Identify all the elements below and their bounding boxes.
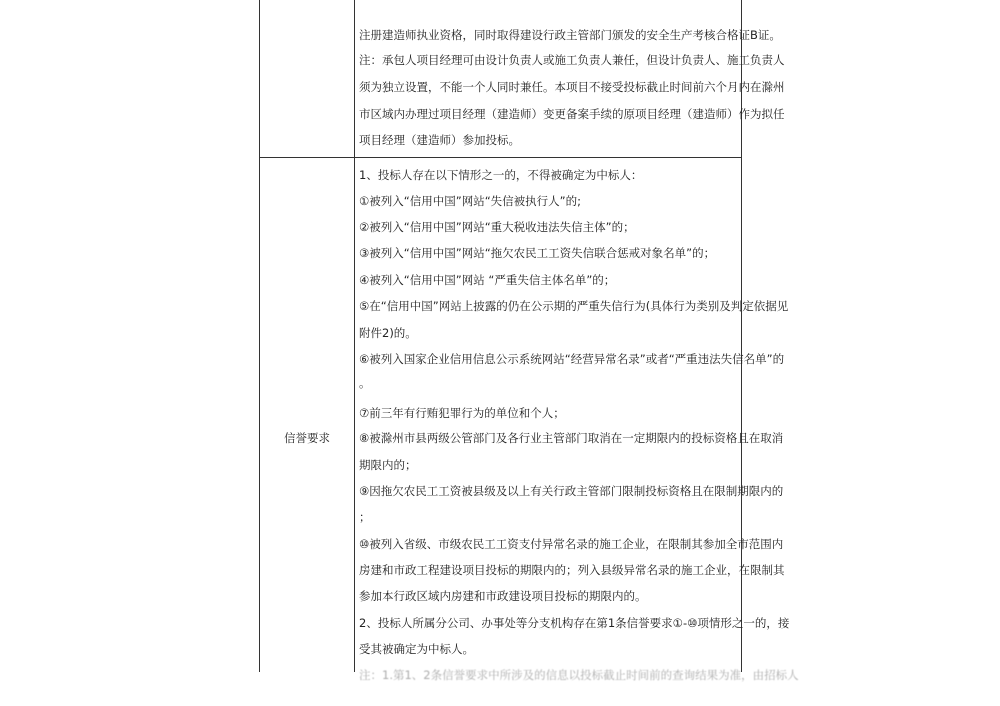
row1-line-5: 项目经理（建造师）参加投标。: [359, 133, 520, 147]
row2-line-8: ⑥被列入国家企业信用信息公示系统网站“经营异常名录”或者“严重违法失信名单”的: [359, 352, 785, 366]
row2-line-16: 房建和市政工程建设项目投标的期限内的；列入县级异常名录的施工企业，在限制其: [359, 563, 785, 577]
row2-line-13: ⑨因拖欠农民工工资被县级及以上有关行政主管部门限制投标资格且在限制期限内的: [359, 484, 784, 498]
row1-line-4: 市区域内办理过项目经理（建造师）变更备案手续的原项目经理（建造师）作为拟任: [359, 107, 785, 121]
row1-line-2: 注：承包人项目经理可由设计负责人或施工负责人兼任，但设计负责人、施工负责人: [359, 53, 785, 67]
row2-line-9: 。: [359, 376, 371, 390]
row2-line-11: ⑧被滁州市县两级公管部门及各行业主管部门取消在一定期限内的投标资格且在取消: [359, 431, 784, 445]
row-divider: [259, 157, 742, 158]
row2-line-5: ④被列入“信用中国”网站 “严重失信主体名单”的；: [359, 273, 616, 287]
row2-line-6: ⑤在“信用中国”网站上披露的仍在公示期的严重失信行为(具体行为类别及判定依据见: [359, 299, 789, 313]
row2-line-7: 附件2)的。: [359, 326, 417, 340]
row2-line-17: 参加本行政区域内房建和市政建设项目投标的期限内的。: [359, 589, 647, 603]
row2-line-3: ②被列入“信用中国”网站“重大税收违法失信主体”的；: [359, 220, 635, 234]
row2-line-10: ⑦前三年有行贿犯罪行为的单位和个人；: [359, 406, 565, 420]
row2-line-14: ；: [359, 510, 371, 524]
row2-line-19: 受其被确定为中标人。: [359, 642, 474, 656]
row1-line-3: 须为独立设置，不能一个人同时兼任。本项目不接受投标截止时间前六个月内在滁州: [359, 80, 785, 94]
row2-line-2: ①被列入“信用中国”网站“失信被执行人”的;: [359, 194, 582, 208]
row1-line-1: 注册建造师执业资格，同时取得建设行政主管部门颁发的安全生产考核合格证B证。: [359, 28, 781, 42]
row2-line-15: ⑩被列入省级、市级农民工工资支付异常名录的施工企业，在限制其参加全市范围内: [359, 537, 784, 551]
row2-line-20-cut: 注：1.第1、2条信誉要求中所涉及的信息以投标截止时间前的查询结果为准，由招标人: [359, 668, 799, 682]
row2-line-18: 2、投标人所属分公司、办事处等分支机构存在第1条信誉要求①-⑩项情形之一的，接: [359, 616, 790, 630]
row2-line-1: 1、投标人存在以下情形之一的，不得被确定为中标人：: [359, 168, 643, 182]
table-column-divider: [354, 0, 355, 672]
row2-label: 信誉要求: [284, 431, 330, 445]
table-left-border: [259, 0, 260, 672]
row2-line-4: ③被列入“信用中国”网站“拖欠农民工工资失信联合惩戒对象名单”的；: [359, 246, 716, 260]
row2-line-12: 期限内的；: [359, 458, 417, 472]
